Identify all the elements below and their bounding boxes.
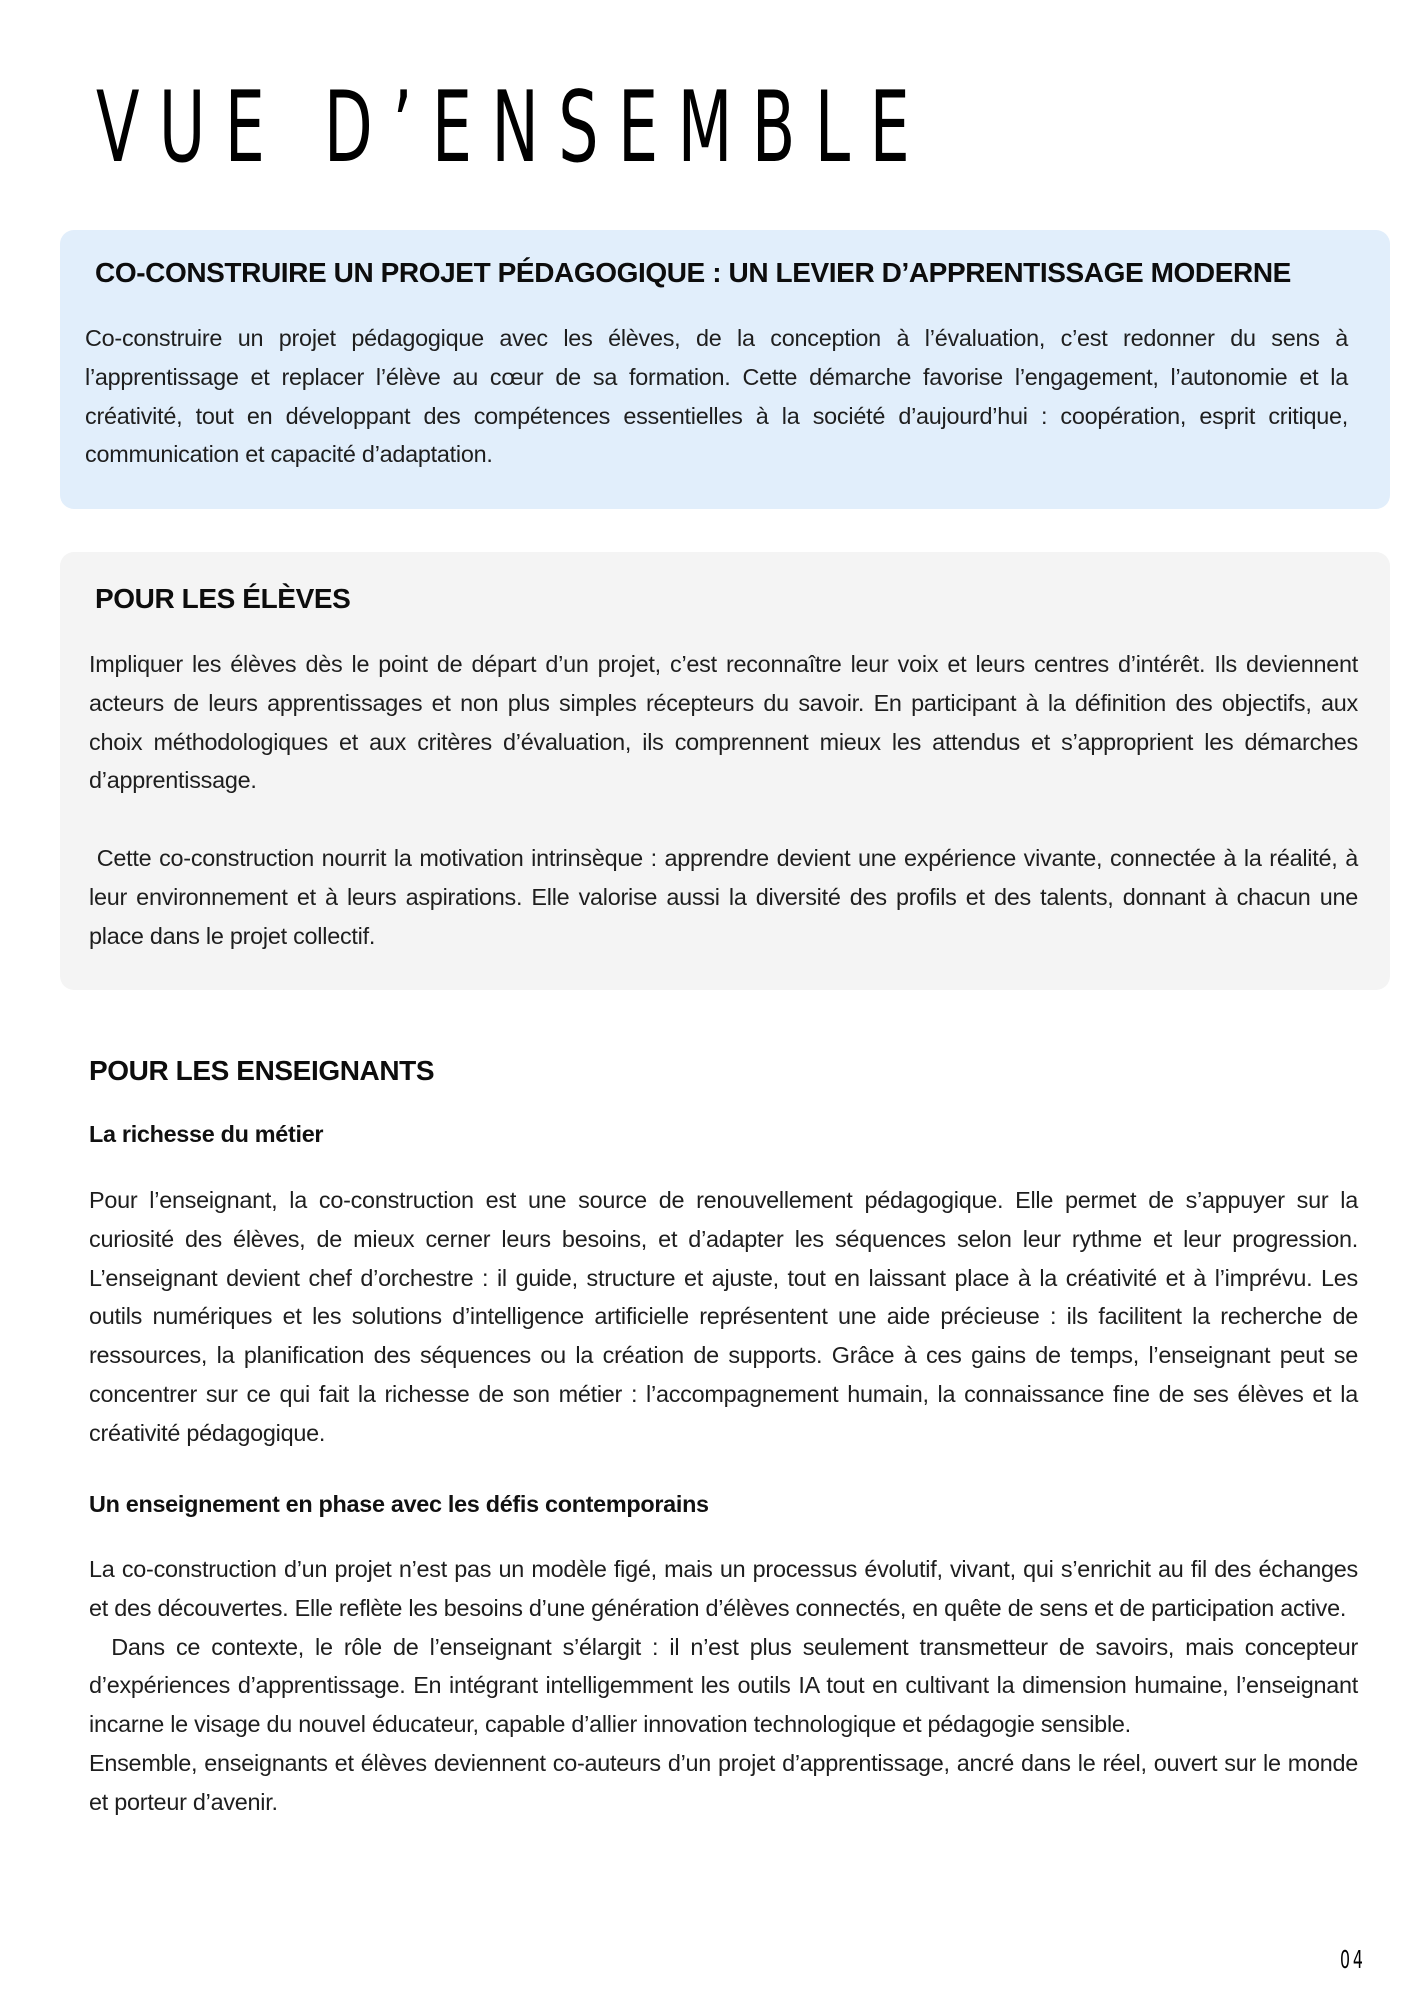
defis-paragraph-3: Ensemble, enseignants et élèves deviennent co-auteurs d’un projet d’apprentissage, ancré dans le réel, ouvert sur le monde et porteur d’avenir. [89, 1749, 1358, 1815]
defis-body [89, 1550, 1365, 1822]
intro-paragraph: Co-construire un projet pédagogique avec les élèves, de la conception à l’évaluation, c’est redonner du sens à l’apprentissage et replacer l’élève au cœur de sa formation. Cette démarche favorise l’engagement, l’autonomie et la créativité, tout en développant des compétences essentielles à la société d’aujourd’hui : coopération, esprit critique, communication et capacité d’adaptation. [85, 325, 1348, 468]
intro-card [60, 230, 1390, 509]
enseignants-title: POUR LES ENSEIGNANTS [89, 1055, 435, 1086]
eleves-paragraph-1: Impliquer les élèves dès le point de départ d’un projet, c’est reconnaître leur voix et leurs centres d’intérêt. Ils deviennent acteurs de leurs apprentissages et non plus simples récepteurs du savoir. En participant à la définition des objectifs, aux choix méthodologiques et aux critères d’évaluation, ils comprennent mieux les attendus et s’approprient les démarches d’apprentissage. [89, 651, 1358, 794]
eleves-paragraph-2: Cette co-construction nourrit la motivation intrinsèque : apprendre devient une expérience vivante, connectée à la réalité, à leur environnement et à leurs aspirations. Elle valorise aussi la diversité des profils et des talents, donnant à chacun une place dans le projet collectif. [89, 845, 1365, 949]
eleves-title: POUR LES ÉLÈVES [95, 583, 351, 614]
page-number: 04 [1340, 1945, 1366, 1974]
page-title: VUE D’ENSEMBLE [96, 71, 930, 185]
intro-title: CO-CONSTRUIRE UN PROJET PÉDAGOGIQUE : UN LEVIER D’APPRENTISSAGE MODERNE [95, 257, 1291, 288]
eleves-card [60, 552, 1390, 990]
defis-paragraph-2: Dans ce contexte, le rôle de l’enseignant s’élargit : il n’est plus seulement transmetteur de savoirs, mais concepteur d’expériences d’apprentissage. En intégrant intelligemment les outils IA tout en cultivant la dimension humaine, l’enseignant incarne le visage du nouvel éducateur, capable d’allier innovation technologique et pédagogie sensible. [89, 1633, 1365, 1738]
subsection-title-defis: Un enseignement en phase avec les défis contemporains [89, 1491, 709, 1517]
richesse-paragraph: Pour l’enseignant, la co-construction est une source de renouvellement pédagogique. Elle permet de s’appuyer sur la curiosité des élèves, de mieux cerner leurs besoins, et d’adapter les séquences selon leur rythme et leur progression. L’enseignant devient chef d’orchestre : il guide, structure et ajuste, tout en laissant place à la créativité et à l’imprévu. Les outils numériques et les solutions d’intelligence artificielle représentent une aide précieuse : ils facilitent la recherche de ressources, la planification des séquences ou la création de supports. Grâce à ces gains de temps, l’enseignant peut se concentrer sur ce qui fait la richesse de son métier : l’accompagnement humain, la connaissance fine de ses élèves et la créativité pédagogique. [89, 1187, 1358, 1446]
defis-paragraph-1: La co-construction d’un projet n’est pas un modèle figé, mais un processus évolutif, vivant, qui s’enrichit au fil des échanges et des découvertes. Elle reflète les besoins d’une génération d’élèves connectés, en quête de sens et de participation active. [89, 1556, 1358, 1621]
subsection-title-richesse: La richesse du métier [89, 1121, 324, 1147]
